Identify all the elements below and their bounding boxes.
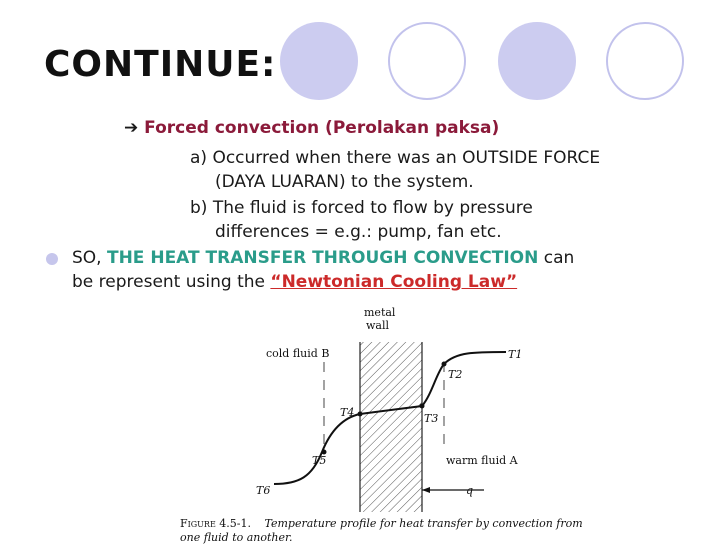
metal-wall (360, 342, 422, 512)
t1-label: T1 (508, 348, 523, 361)
t5-label: T5 (312, 454, 327, 467)
point-a-line-1: a) Occurred when there was an OUTSIDE FORCE (190, 148, 601, 168)
bullet-line-2 (72, 272, 517, 292)
bullet-can: can (543, 248, 575, 268)
bullet-highlight: THE HEAT TRANSFER THROUGH CONVECTION (106, 248, 539, 268)
arrow-icon: ➔ (124, 118, 139, 138)
warm-fluid-label: warm fluid A (446, 454, 518, 467)
decor-circle-1 (280, 22, 358, 100)
bullet-so: SO, (72, 248, 102, 268)
subheading-text: Forced convection (Perolakan paksa) (144, 118, 500, 138)
t6-label: T6 (256, 484, 271, 497)
newtonian-law-link: “Newtonian Cooling Law” (270, 272, 518, 292)
point-b-line-2: differences = e.g.: pump, fan etc. (215, 222, 502, 242)
slide-title: CONTINUE: (44, 44, 277, 85)
decor-circle-2 (388, 22, 466, 100)
t4-label: T4 (340, 406, 355, 419)
point-a-line-2: (DAYA LUARAN) to the system. (215, 172, 474, 192)
bullet-line-2-text: be represent using the (72, 272, 265, 292)
subheading (124, 118, 499, 138)
t3-label: T3 (424, 412, 439, 425)
figure-caption (180, 517, 600, 545)
bullet-dot-icon (46, 253, 58, 265)
point-b-line-1: b) The fluid is forced to flow by pressure (190, 198, 533, 218)
decor-circle-3 (498, 22, 576, 100)
figure-caption-text: Temperature profile for heat transfer by convection from one fluid to another. (180, 517, 583, 544)
temperature-profile-figure (174, 302, 598, 546)
t2-label: T2 (448, 368, 463, 381)
q-label: q (466, 484, 474, 497)
cold-fluid-label: cold fluid B (266, 347, 330, 360)
decor-circle-4 (606, 22, 684, 100)
figure-number: Figure 4.5-1. (180, 517, 251, 530)
wall-label: wall (366, 319, 390, 332)
bullet-line-1 (72, 248, 574, 268)
metal-label: metal (364, 306, 396, 319)
